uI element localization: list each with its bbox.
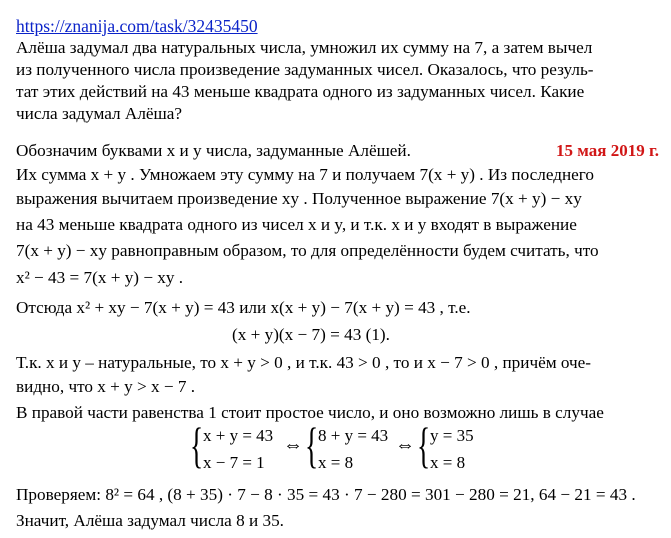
system-3-row-2: x = 8	[430, 453, 466, 472]
solution-line-7: Отсюда x² + xy − 7(x + y) = 43 или x(x + y) − 7(x + y) = 43 , т.е.	[16, 298, 471, 317]
solution-line-2: Их сумма x + y . Умножаем эту сумму на 7 и получаем 7(x + y) . Из последнего	[16, 165, 595, 184]
brace-icon: {	[417, 417, 431, 473]
system-2-row-1: 8 + y = 43	[318, 426, 389, 445]
solution-line-3: выражения вычитаем произведение xy . Полученное выражение 7(x + y) − xy	[16, 189, 582, 208]
system-2-row-2: x = 8	[318, 453, 354, 472]
date-label: 15 мая 2019 г.	[556, 141, 659, 160]
answer-line: Значит, Алёша задумал числа 8 и 35.	[16, 511, 284, 530]
problem-line-4: числа задумал Алёша?	[16, 104, 183, 123]
problem-line-1: Алёша задумал два натуральных числа, умножил их сумму на 7, а затем вычел	[16, 38, 593, 57]
solution-line-9: Т.к. x и y – натуральные, то x + y > 0 , и т.к. 43 > 0 , то и x − 7 > 0 , причём оче-	[16, 353, 592, 372]
system-3-row-1: y = 35	[430, 426, 474, 445]
check-line: Проверяем: 8² = 64 , (8 + 35) · 7 − 8 · 35 = 43 · 7 − 280 = 301 − 280 = 21, 64 − 21 = 43 .	[16, 485, 636, 504]
solution-line-10: видно, что x + y > x − 7 .	[16, 377, 196, 396]
problem-line-2: из полученного числа произведение задуманных чисел. Оказалось, что резуль-	[16, 60, 594, 79]
source-link[interactable]: https://znanija.com/task/32435450	[16, 16, 258, 36]
brace-icon: {	[305, 417, 319, 473]
solution-line-5: 7(x + y) − xy равноправным образом, то для определённости будем считать, что	[16, 241, 599, 260]
system-1-row-1: x + y = 43	[203, 426, 274, 445]
equivalence-icon: ⇔	[283, 434, 303, 456]
problem-line-3: тат этих действий на 43 меньше квадрата одного из задуманных чисел. Какие	[16, 82, 585, 101]
solution-line-11: В правой части равенства 1 стоит простое число, и оно возможно лишь в случае	[16, 403, 604, 422]
equation-1: (x + y)(x − 7) = 43 (1).	[232, 325, 390, 344]
brace-icon: {	[190, 417, 204, 473]
equivalence-icon: ⇔	[395, 434, 415, 456]
solution-line-4: на 43 меньше квадрата одного из чисел x и y, и т.к. x и y входят в выражение	[16, 215, 577, 234]
system-1-row-2: x − 7 = 1	[203, 453, 265, 472]
solution-line-6: x² − 43 = 7(x + y) − xy .	[16, 268, 184, 287]
solution-line-1: Обозначим буквами x и y числа, задуманные Алёшей.	[16, 141, 411, 160]
